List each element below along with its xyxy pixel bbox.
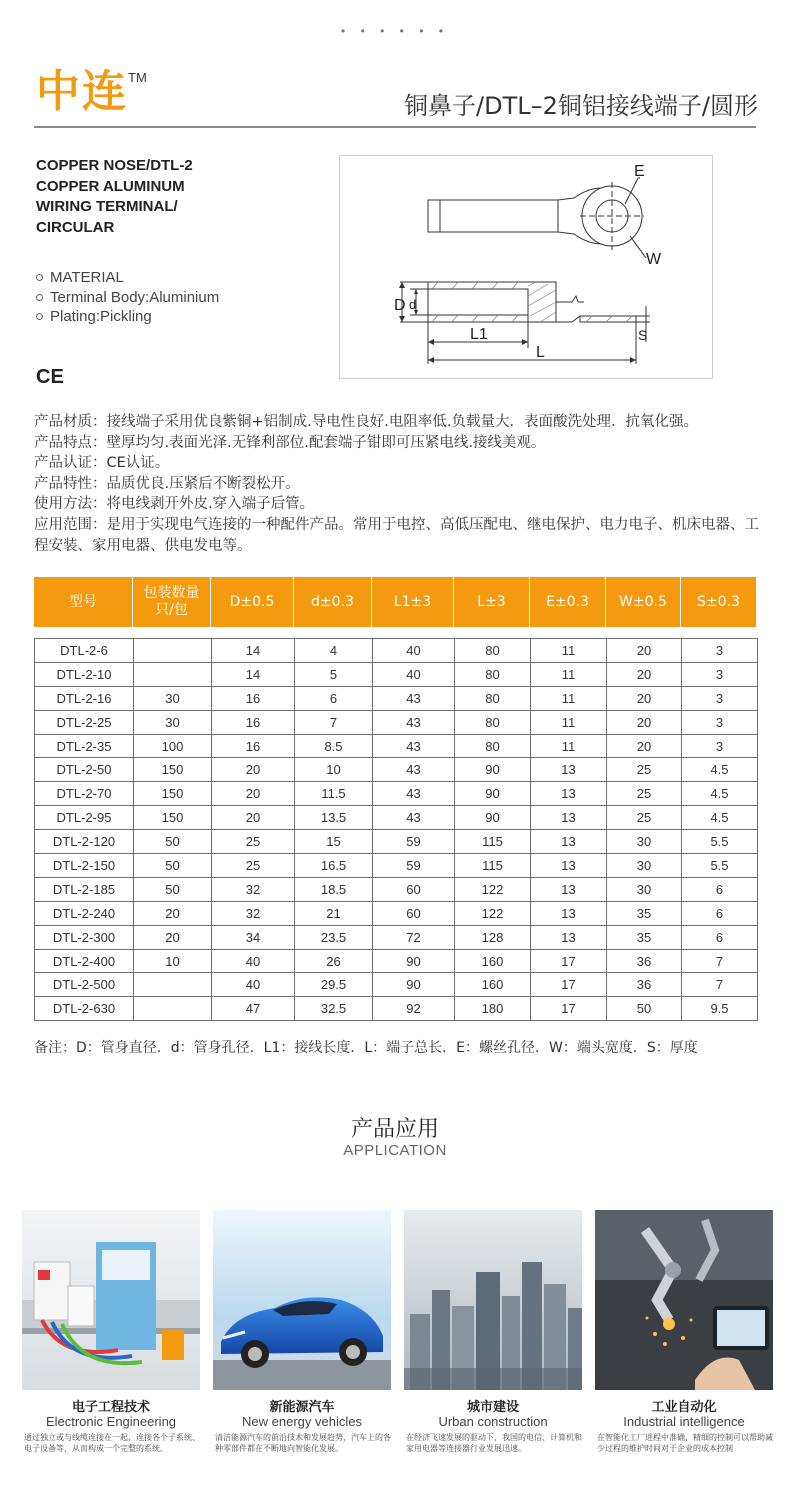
app-card-text: 在经济飞速发展的驱动下，我国的电信、计算机和家用电器等连接器行业发展迅速。 — [406, 1433, 582, 1453]
table-cell: 3 — [682, 639, 758, 663]
table-cell: 5.5 — [682, 854, 758, 878]
header-divider — [34, 126, 756, 128]
table-cell: 160 — [455, 973, 531, 997]
table-cell: DTL-2-400 — [35, 949, 134, 973]
table-cell: 20 — [212, 758, 295, 782]
spec-table — [34, 638, 758, 1021]
table-cell: 50 — [134, 877, 212, 901]
table-row — [35, 949, 758, 973]
dim-label-d-inner: d — [409, 297, 417, 312]
table-row — [35, 973, 758, 997]
table-cell: 5 — [295, 662, 373, 686]
table-cell: 43 — [373, 686, 455, 710]
table-cell: 17 — [531, 949, 607, 973]
desc-scope: 应用范围：是用于实现电气连接的一种配件产品。常用于电控、高低压配电、继电保护、电力电子、机床电器、工程安装、家用电器、供电发电等。 — [34, 516, 759, 554]
table-cell: 92 — [373, 997, 455, 1021]
app-card-title-cn: 工业自动化 — [651, 1400, 717, 1415]
table-cell: 23.5 — [295, 925, 373, 949]
table-cell: 20 — [212, 806, 295, 830]
table-cell: 14 — [212, 662, 295, 686]
table-cell: 9.5 — [682, 997, 758, 1021]
table-cell: 43 — [373, 758, 455, 782]
table-cell: 25 — [607, 758, 682, 782]
app-card-title-en: New energy vehicles — [242, 1414, 362, 1429]
technical-drawing — [339, 155, 713, 379]
table-cell: 18.5 — [295, 877, 373, 901]
table-cell: DTL-2-150 — [35, 854, 134, 878]
table-cell: DTL-2-95 — [35, 806, 134, 830]
table-cell: 32 — [212, 877, 295, 901]
table-cell: 29.5 — [295, 973, 373, 997]
table-cell: 20 — [607, 734, 682, 758]
table-cell: 50 — [607, 997, 682, 1021]
table-cell: 32.5 — [295, 997, 373, 1021]
table-cell: 59 — [373, 830, 455, 854]
table-cell: DTL-2-300 — [35, 925, 134, 949]
table-cell: 13.5 — [295, 806, 373, 830]
table-row — [35, 710, 758, 734]
table-cell: 4.5 — [682, 782, 758, 806]
table-cell: 90 — [373, 949, 455, 973]
table-cell: 150 — [134, 806, 212, 830]
table-cell: 6 — [295, 686, 373, 710]
app-card-urban — [404, 1210, 582, 1455]
table-cell: 20 — [607, 639, 682, 663]
table-cell: 20 — [134, 901, 212, 925]
table-cell: 11 — [531, 710, 607, 734]
table-cell: 59 — [373, 854, 455, 878]
table-cell: DTL-2-500 — [35, 973, 134, 997]
table-cell: 20 — [607, 662, 682, 686]
table-cell: 15 — [295, 830, 373, 854]
terminal-drawing-svg — [340, 156, 712, 378]
table-row — [35, 877, 758, 901]
table-cell: 3 — [682, 734, 758, 758]
spec-table-header — [34, 577, 756, 627]
table-cell: 25 — [212, 830, 295, 854]
table-cell: DTL-2-240 — [35, 901, 134, 925]
table-cell: 47 — [212, 997, 295, 1021]
table-cell: 122 — [455, 901, 531, 925]
app-card-title-cn: 新能源汽车 — [269, 1400, 335, 1415]
table-cell: 11 — [531, 686, 607, 710]
table-cell: 7 — [682, 949, 758, 973]
table-cell: DTL-2-50 — [35, 758, 134, 782]
header-d-inner: d±0.3 — [294, 577, 372, 627]
table-cell: 4 — [295, 639, 373, 663]
table-cell: 3 — [682, 662, 758, 686]
table-cell — [134, 973, 212, 997]
header-w: W±0.5 — [606, 577, 681, 627]
product-name-line: WIRING TERMINAL/ — [36, 198, 178, 215]
table-cell: 40 — [373, 662, 455, 686]
table-cell: 115 — [455, 854, 531, 878]
table-cell: 13 — [531, 806, 607, 830]
table-cell: 11.5 — [295, 782, 373, 806]
app-card-electronic — [22, 1210, 200, 1455]
table-cell: DTL-2-630 — [35, 997, 134, 1021]
table-row — [35, 734, 758, 758]
app-card-industrial — [595, 1210, 773, 1455]
electronic-engineering-image — [22, 1210, 200, 1390]
dim-label-d-outer: D — [394, 297, 406, 314]
header-s: S±0.3 — [681, 577, 756, 627]
table-cell: 90 — [455, 782, 531, 806]
table-cell: 13 — [531, 758, 607, 782]
table-row — [35, 686, 758, 710]
table-row — [35, 662, 758, 686]
table-cell: DTL-2-10 — [35, 662, 134, 686]
product-description — [34, 412, 764, 556]
table-cell: 13 — [531, 830, 607, 854]
table-cell: 14 — [212, 639, 295, 663]
table-cell: 17 — [531, 973, 607, 997]
table-cell: 90 — [455, 806, 531, 830]
table-cell: 115 — [455, 830, 531, 854]
product-name — [36, 156, 296, 238]
table-cell: 16 — [212, 710, 295, 734]
table-row — [35, 854, 758, 878]
table-row — [35, 997, 758, 1021]
table-cell: 16 — [212, 734, 295, 758]
header-d-outer: D±0.5 — [211, 577, 294, 627]
table-cell: 34 — [212, 925, 295, 949]
table-cell — [134, 662, 212, 686]
spec-item: MATERIAL — [36, 268, 219, 288]
table-cell: 25 — [607, 806, 682, 830]
new-energy-vehicle-image — [213, 1210, 391, 1390]
table-cell: 10 — [134, 949, 212, 973]
table-cell: 11 — [531, 639, 607, 663]
header-pack-qty: 包装数量 只/包 — [133, 577, 211, 627]
table-cell: 7 — [682, 973, 758, 997]
application-title: 产品应用 — [350, 1117, 439, 1142]
table-row — [35, 758, 758, 782]
table-cell: 128 — [455, 925, 531, 949]
table-cell: DTL-2-35 — [35, 734, 134, 758]
desc-material: 产品材质：接线端子采用优良紫铜+铝制成.导电性良好.电阻率低.负载量大．表面酸洗处理．抗氧化强。 — [34, 414, 698, 430]
top-dots: • • • • • • — [341, 24, 449, 38]
table-cell: 40 — [212, 949, 295, 973]
app-card-title-cn: 城市建设 — [466, 1400, 519, 1415]
table-cell: DTL-2-16 — [35, 686, 134, 710]
table-cell: 40 — [373, 639, 455, 663]
table-cell: 100 — [134, 734, 212, 758]
app-card-text: 通过独立或与线缆连接在一起，连接各个子系统、电子设备等，从而构成一个完整的系统。 — [24, 1433, 200, 1453]
table-cell: 11 — [531, 662, 607, 686]
table-row — [35, 925, 758, 949]
table-cell: 72 — [373, 925, 455, 949]
table-cell: DTL-2-185 — [35, 877, 134, 901]
dim-label-s: S — [638, 327, 648, 343]
table-cell: 6 — [682, 925, 758, 949]
desc-usage: 使用方法：将电线剥开外皮.穿入端子后管。 — [34, 496, 315, 513]
table-cell: 160 — [455, 949, 531, 973]
table-cell: 30 — [134, 686, 212, 710]
app-card-text: 在智能化工厂进程中准确，精细的控制可以帮助减少过程的维护时间对于企业的成本控制 — [597, 1433, 773, 1453]
table-note: 备注：D：管身直径．d：管身孔径．L1：接线长度．L：端子总长．E：螺丝孔径．W：端头宽度．S：厚度 — [34, 1040, 698, 1056]
table-cell: DTL-2-120 — [35, 830, 134, 854]
desc-certification: 产品认证：CE认证。 — [34, 455, 170, 472]
table-cell: 16 — [212, 686, 295, 710]
table-cell: 40 — [212, 973, 295, 997]
table-cell: 122 — [455, 877, 531, 901]
table-cell: 21 — [295, 901, 373, 925]
application-subtitle: APPLICATION — [343, 1142, 447, 1159]
table-cell — [134, 639, 212, 663]
app-card-text: 清洁能源汽车的前沿技术和发展趋势，汽车上的各种零部件都在不断地向智能化发展。 — [215, 1433, 391, 1453]
table-cell: 13 — [531, 901, 607, 925]
table-cell: 25 — [607, 782, 682, 806]
app-card-title-en: Electronic Engineering — [45, 1414, 177, 1429]
header-l: L±3 — [454, 577, 530, 627]
table-cell: 20 — [212, 782, 295, 806]
table-cell: 80 — [455, 734, 531, 758]
table-cell: 5.5 — [682, 830, 758, 854]
product-name-line: CIRCULAR — [36, 218, 115, 236]
app-card-title-en: Urban construction — [438, 1414, 548, 1429]
table-cell: 80 — [455, 639, 531, 663]
table-cell — [134, 997, 212, 1021]
trademark-mark: TM — [128, 70, 147, 85]
table-cell: 13 — [531, 925, 607, 949]
table-cell: 35 — [607, 925, 682, 949]
table-cell: 20 — [607, 710, 682, 734]
table-cell: 150 — [134, 782, 212, 806]
table-cell: 30 — [607, 877, 682, 901]
table-cell: 30 — [607, 854, 682, 878]
table-row — [35, 806, 758, 830]
urban-construction-image — [404, 1210, 582, 1390]
table-cell: 32 — [212, 901, 295, 925]
spec-item: Plating:Pickling — [36, 307, 219, 327]
table-cell: 50 — [134, 854, 212, 878]
app-card-vehicles — [213, 1210, 391, 1455]
table-cell: 43 — [373, 782, 455, 806]
dim-label-w: W — [646, 251, 662, 268]
table-cell: 36 — [607, 949, 682, 973]
table-row — [35, 830, 758, 854]
desc-features: 产品特点：壁厚均匀.表面光泽.无锋利部位.配套端子钳即可压紧电线.接线美观。 — [34, 434, 546, 451]
table-cell: 36 — [607, 973, 682, 997]
ce-mark-icon: CE — [36, 366, 64, 388]
table-cell: 43 — [373, 710, 455, 734]
table-cell: 43 — [373, 806, 455, 830]
table-row — [35, 782, 758, 806]
header-e: E±0.3 — [530, 577, 606, 627]
table-cell: 90 — [373, 973, 455, 997]
table-cell: 150 — [134, 758, 212, 782]
table-cell: 25 — [212, 854, 295, 878]
table-cell: 6 — [682, 901, 758, 925]
table-cell: 16.5 — [295, 854, 373, 878]
table-cell: 8.5 — [295, 734, 373, 758]
app-card-title-cn: 电子工程技术 — [71, 1400, 150, 1415]
product-name-line: COPPER ALUMINUM — [36, 177, 185, 195]
table-cell: DTL-2-70 — [35, 782, 134, 806]
table-cell: 80 — [455, 662, 531, 686]
table-row — [35, 901, 758, 925]
page-title: 铜鼻子/DTL–2铜铝接线端子/圆形 — [404, 92, 758, 120]
table-cell: 30 — [607, 830, 682, 854]
table-cell: 80 — [455, 686, 531, 710]
table-cell: 13 — [531, 854, 607, 878]
table-cell: 43 — [373, 734, 455, 758]
app-card-title-en: Industrial intelligence — [623, 1414, 745, 1429]
table-cell: 3 — [682, 710, 758, 734]
table-cell: 3 — [682, 686, 758, 710]
industrial-automation-image — [595, 1210, 773, 1390]
table-cell: DTL-2-25 — [35, 710, 134, 734]
table-cell: 50 — [134, 830, 212, 854]
dim-label-l1: L1 — [470, 326, 488, 343]
spec-table-body — [35, 639, 758, 1021]
brand-logo: 中连 — [36, 66, 128, 117]
table-cell: 180 — [455, 997, 531, 1021]
table-cell: 4.5 — [682, 806, 758, 830]
table-cell: 60 — [373, 901, 455, 925]
header-l1: L1±3 — [372, 577, 454, 627]
table-cell: 10 — [295, 758, 373, 782]
table-cell: 20 — [134, 925, 212, 949]
desc-characteristics: 产品特性：品质优良.压紧后不断裂松开。 — [34, 475, 300, 492]
dim-label-l: L — [536, 344, 545, 361]
table-cell: 80 — [455, 710, 531, 734]
table-cell: 11 — [531, 734, 607, 758]
table-cell: 6 — [682, 877, 758, 901]
material-spec-list — [36, 268, 219, 327]
dim-label-e: E — [634, 163, 645, 180]
table-cell: 20 — [607, 686, 682, 710]
spec-item: Terminal Body:Aluminium — [36, 288, 219, 308]
table-cell: 7 — [295, 710, 373, 734]
table-row — [35, 639, 758, 663]
table-cell: 30 — [134, 710, 212, 734]
table-cell: 17 — [531, 997, 607, 1021]
header-model: 型号 — [34, 577, 133, 627]
table-cell: 13 — [531, 782, 607, 806]
table-cell: DTL-2-6 — [35, 639, 134, 663]
product-name-line: COPPER NOSE/DTL-2 — [36, 157, 193, 174]
table-cell: 35 — [607, 901, 682, 925]
table-cell: 4.5 — [682, 758, 758, 782]
table-cell: 60 — [373, 877, 455, 901]
table-cell: 26 — [295, 949, 373, 973]
table-cell: 13 — [531, 877, 607, 901]
table-cell: 90 — [455, 758, 531, 782]
